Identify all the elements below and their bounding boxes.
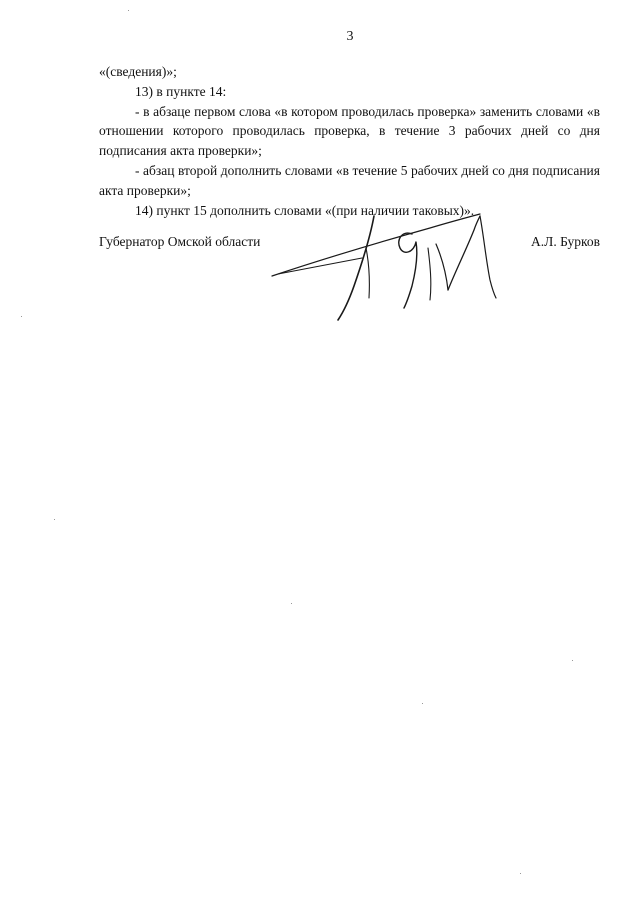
body-line: 13) в пункте 14: (135, 83, 227, 99)
body-paragraph: - абзац второй дополнить словами «в течение 5 рабочих дней со дня подписания акта проверки»; (99, 162, 600, 198)
scan-speck (54, 519, 55, 520)
body-paragraph: - в абзаце первом слова «в котором проводилась проверка» заменить словами «в отношении которого проводилась проверка, в течение 3 рабочих дней со дня подписания акта проверки»; (99, 103, 600, 159)
page-number: 3 (346, 29, 354, 44)
handwritten-signature (270, 208, 530, 323)
scan-speck (422, 703, 423, 704)
signatory-name: А.Л. Бурков (531, 234, 600, 249)
scan-speck (21, 316, 22, 317)
scan-speck (128, 10, 129, 11)
scan-speck (520, 873, 521, 874)
body-line: 14) пункт 15 дополнить словами «(при наличии таковых)». (135, 202, 475, 218)
document-body (99, 62, 600, 220)
body-line: «(сведения)»; (99, 64, 177, 79)
scan-speck (291, 603, 292, 604)
signatory-title: Губернатор Омской области (99, 234, 261, 249)
scan-speck (572, 660, 573, 661)
